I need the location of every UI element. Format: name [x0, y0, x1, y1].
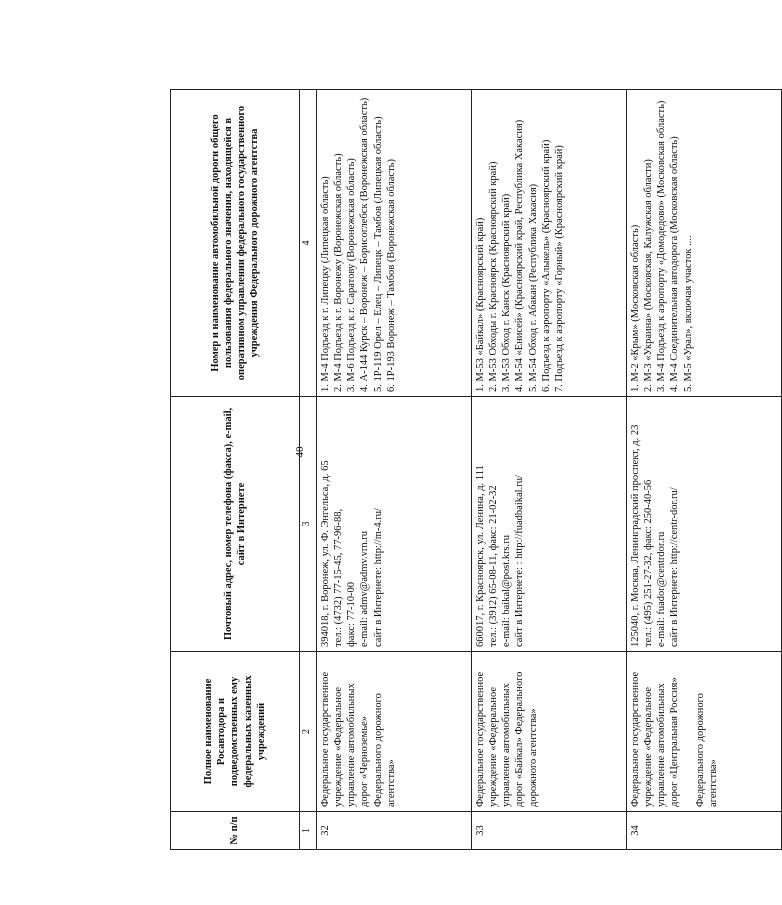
road-item: 1. М-53 «Байкал» (Красноярский край): [475, 217, 486, 392]
header-number: № п/п: [171, 812, 300, 850]
page-number: 40: [294, 446, 306, 458]
row-number: 33: [472, 812, 627, 850]
agencies-table: [170, 89, 782, 850]
row-number: 34: [627, 812, 782, 850]
road-item: 1. М-4 Подъезд к г. Липецку (Липецкая область): [320, 176, 331, 392]
road-item: 6. 1Р-193 Воронеж – Тамбов (Воронежская область): [385, 159, 397, 392]
road-item: 6. Подъезд к аэропорту «Алыкель» (Красноярский край): [540, 139, 552, 392]
table-row: [472, 90, 627, 850]
column-number: 1: [300, 812, 317, 850]
road-item: 2. М-3 «Украина» (Московская, Калужская области): [643, 159, 655, 392]
phone-line: тел.: (495) 251-27-32, факс: 250-40-56: [643, 479, 655, 647]
road-item: 4. М-54 «Енисей» (Красноярский край, Республика Хакасия): [514, 119, 526, 392]
column-number: 3: [300, 397, 317, 652]
website-line: сайт в Интернете: : http://fuadbaikal.ru/: [514, 475, 526, 647]
column-numbers-row: [300, 90, 317, 850]
email-line: e-mail: admv@admv.vrn.ru: [359, 531, 371, 647]
agency-contacts: [317, 397, 472, 652]
fax-line: факс: 77-10-00: [346, 582, 358, 647]
agency-contacts: [472, 397, 627, 652]
email-line: e-mail: baikal@post.krs.ru: [501, 534, 513, 647]
column-number: 2: [300, 652, 317, 812]
row-number: 32: [317, 812, 472, 850]
header-roads: Номер и наименование автомобильной дороги общего пользования федерального значения, находящейся в оперативном управлении федерального государственного учреждения Федерального дорожного агентства: [171, 90, 300, 397]
phone-line: тел.: (3912) 65-08-11, факс: 21-02-32: [488, 485, 500, 647]
header-row: [171, 90, 300, 850]
road-item: 2. М-4 Подъезд к г. Воронежу (Воронежская область): [333, 153, 345, 392]
road-item: 4. М-4 Соединительная автодорога (Московская область): [669, 136, 681, 392]
roads-list: [627, 90, 782, 397]
agency-name-part: Федеральное государственное учреждение «Федеральное управление автомобильных дорог «Центральная Россия»: [630, 671, 681, 807]
phone-line: тел.: (4732) 77-15-45, 77-96-88,: [333, 508, 345, 647]
road-item: 2. М-53 Обходы г. Красноярск (Красноярский край): [488, 161, 500, 392]
road-item: 4. А-144 Курск – Воронеж – Борисоглебск (Воронежская область): [359, 97, 371, 392]
email-line: e-mail: fuador@centrdor.ru: [656, 531, 668, 647]
website-line: сайт в Интернете: http://centr-dor.ru/: [669, 487, 681, 647]
agency-name-part: Федерального дорожного агентства»: [694, 693, 719, 807]
address-line: 660017, г. Красноярск, ул. Ленина, д. 111: [475, 465, 486, 647]
address-line: 125040, г. Москва, Ленинградский проспект, д. 23: [630, 424, 641, 647]
agency-name: Федеральное государственное учреждение «Федеральное управление автомобильных дорог «Байкал» Федерального дорожного агентства»: [472, 652, 627, 812]
website-line: сайт в Интернете: http://m-4.ru/: [372, 508, 384, 647]
road-item: 7. Подъезд к аэропорту «Горный» (Красноярский край): [553, 145, 565, 392]
agency-name: [627, 652, 782, 812]
road-item: 5. М-54 Обход г. Абакан (Республика Хакасия): [527, 183, 539, 392]
address-line: 394018, г. Воронеж, ул. Ф. Энгельса, д. 65: [320, 460, 331, 647]
road-item: 5. 1Р-119 Орел – Елец – Липецк – Тамбов (Липецкая область): [372, 116, 384, 392]
roads-list: [317, 90, 472, 397]
road-item: 3. М-6 Подъезд к г. Саратову (Воронежская область): [346, 158, 358, 392]
roads-list: [472, 90, 627, 397]
agency-contacts: [627, 397, 782, 652]
header-contacts: Почтовый адрес, номер телефона (факса), e-mail, сайт в Интернете: [171, 397, 300, 652]
road-item: 5. М-5 «Урал», включая участок ....: [682, 235, 694, 392]
table-row: [317, 90, 472, 850]
rotated-table-container: [170, 90, 719, 850]
road-item: 3. М-53 Обход г. Канск (Красноярский край): [501, 193, 513, 392]
table-row: [627, 90, 782, 850]
road-item: 3. М-4 Подъезд к аэропорту «Домодедово» (Московская область): [656, 100, 668, 392]
agency-name: Федеральное государственное учреждение «Федеральное управление автомобильных дорог «Черноземье» Федерального дорожного агентства»: [317, 652, 472, 812]
column-number: 4: [300, 90, 317, 397]
header-name: Полное наименование Росавтодора и подведомственных ему федеральных казенных учреждений: [171, 652, 300, 812]
road-item: 1. М-2 «Крым» (Московская область): [630, 224, 641, 392]
